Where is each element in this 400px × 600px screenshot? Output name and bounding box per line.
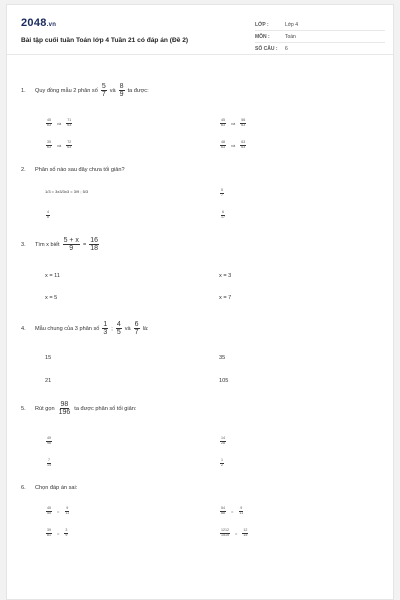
question-5 bbox=[21, 401, 381, 416]
answer-option[interactable]: x = 3 bbox=[219, 273, 232, 279]
answer-option[interactable]: $\frac{48}{63}$ và $\frac{63}{63}$ bbox=[221, 140, 246, 149]
meta-key: LỚP : bbox=[255, 21, 269, 28]
fraction: $\frac{4}{5}$ bbox=[116, 321, 121, 336]
question-3 bbox=[21, 237, 381, 252]
question-2 bbox=[21, 167, 381, 173]
question-text: Quy đồng mẫu 2 phân số $\frac{5}{7}$ và $\frac{8}{9}$ ta được: bbox=[35, 83, 149, 98]
fraction: $\frac{5 + x}{9}$ bbox=[63, 237, 79, 252]
answer-option[interactable]: x = 7 bbox=[219, 295, 232, 301]
answer-option[interactable]: x = 11 bbox=[45, 273, 60, 279]
divider bbox=[7, 54, 393, 55]
answer-option[interactable]: x = 5 bbox=[45, 295, 58, 301]
question-4 bbox=[21, 321, 381, 336]
answer-option[interactable]: $\frac{54}{88}$ = $\frac{9}{11}$ bbox=[221, 506, 244, 515]
question-6 bbox=[21, 485, 381, 491]
answer-option[interactable]: 21 bbox=[45, 378, 52, 384]
question-number: 4. bbox=[21, 325, 26, 332]
fraction: $\frac{16}{18}$ bbox=[90, 237, 99, 252]
meta-key: MÔN : bbox=[255, 33, 270, 40]
meta-key: SỐ CÂU : bbox=[255, 45, 278, 52]
answer-option[interactable]: 105 bbox=[219, 378, 229, 384]
answer-option[interactable]: $\frac{45}{63}$ và $\frac{71}{63}$ bbox=[47, 118, 72, 127]
site-logo[interactable]: 2048.vn bbox=[21, 17, 57, 29]
answer-option[interactable]: $\frac{6}{17}$ bbox=[221, 210, 225, 219]
answer-option[interactable]: 15 bbox=[45, 355, 52, 361]
answer-option[interactable]: $\frac{1}{2}$ bbox=[221, 458, 223, 467]
answer-option[interactable]: $\frac{14}{28}$ bbox=[221, 436, 225, 445]
answer-option[interactable]: $\frac{1212}{1515}$ = $\frac{12}{15}$ bbox=[221, 528, 248, 537]
meta-value: 6 bbox=[285, 45, 288, 52]
answer-option[interactable]: 35 bbox=[219, 355, 226, 361]
answer-option[interactable]: $\frac{49}{98}$ bbox=[47, 436, 51, 445]
page-title: Bài tập cuối tuần Toán lớp 4 Tuần 21 có đáp án (Đề 2) bbox=[21, 37, 189, 44]
meta-value: Lớp 4 bbox=[285, 21, 299, 28]
question-1 bbox=[21, 83, 381, 98]
answer-option[interactable]: $\frac{7}{14}$ bbox=[47, 458, 51, 467]
answer-option[interactable]: $\frac{45}{63}$ và $\frac{56}{63}$ bbox=[221, 118, 246, 127]
question-number: 6. bbox=[21, 485, 26, 491]
question-text: Phân số nào sau đây chưa tối giản? bbox=[35, 167, 125, 173]
question-number: 5. bbox=[21, 405, 26, 412]
question-number: 2. bbox=[21, 167, 26, 173]
fraction: $\frac{8}{9}$ bbox=[119, 83, 124, 98]
answer-option[interactable]: $\frac{45}{55}$ = $\frac{9}{11}$ bbox=[47, 506, 70, 515]
fraction: $\frac{1}{3}$ bbox=[103, 321, 108, 336]
question-number: 3. bbox=[21, 241, 26, 248]
answer-option[interactable]: $\frac{5}{7}$ bbox=[221, 188, 223, 197]
fraction: $\frac{6}{7}$ bbox=[134, 321, 139, 336]
meta-value: Toán bbox=[285, 33, 296, 40]
question-text: Chọn đáp án sai: bbox=[35, 485, 78, 491]
fraction: $\frac{5}{7}$ bbox=[101, 83, 106, 98]
question-text: Rút gọn $\frac{98}{196}$ ta được phân số tối giản: bbox=[35, 401, 137, 416]
answer-option[interactable]: 1/3 = 3x3/3x3 = 3/9 ; 5/3 bbox=[45, 189, 89, 194]
question-text: Tìm x biết $\frac{5 + x}{9}$ = $\frac{16}{18}$ bbox=[35, 237, 99, 252]
meta-table bbox=[255, 19, 385, 55]
fraction: $\frac{98}{196}$ bbox=[58, 401, 71, 416]
answer-option[interactable]: $\frac{4}{8}$ bbox=[47, 210, 49, 219]
answer-option[interactable]: $\frac{35}{63}$ và $\frac{72}{63}$ bbox=[47, 140, 72, 149]
answer-option[interactable]: $\frac{39}{81}$ = $\frac{3}{9}$ bbox=[47, 528, 68, 537]
question-text: Mẫu chung của 3 phân số $\frac{1}{3}$ ; $\frac{4}{5}$ và $\frac{6}{7}$ là: bbox=[35, 321, 149, 336]
question-number: 1. bbox=[21, 87, 26, 94]
worksheet-page bbox=[6, 4, 394, 600]
